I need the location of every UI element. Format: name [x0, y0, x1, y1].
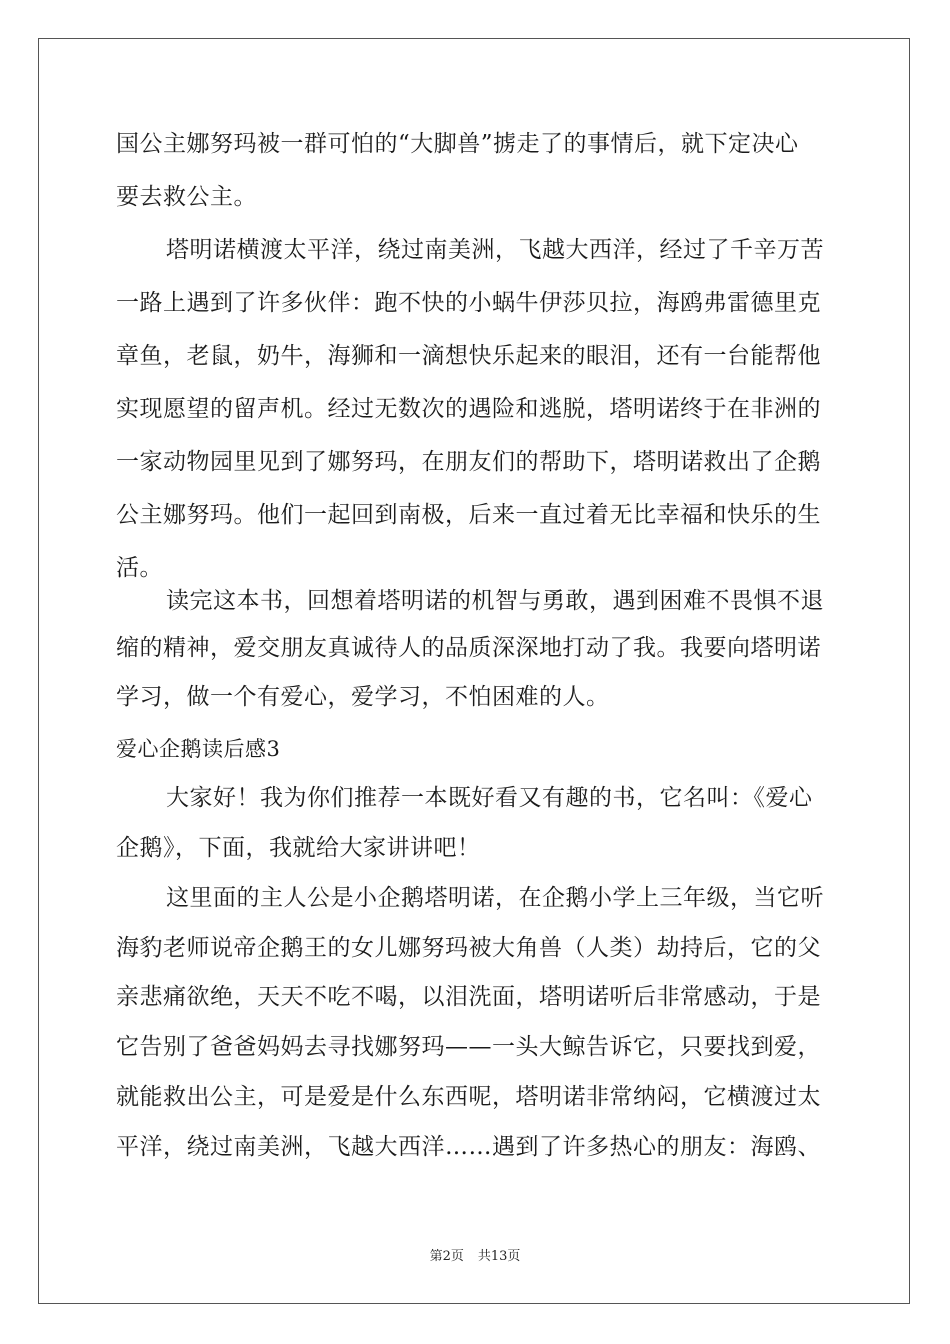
paragraph-line: 就能救出公主，可是爱是什么东西呢，塔明诺非常纳闷，它横渡过太: [116, 1084, 821, 1110]
paragraph-line: 国公主娜努玛被一群可怕的“大脚兽”掳走了的事情后，就下定决心: [116, 131, 799, 157]
paragraph-line: 一家动物园里见到了娜努玛，在朋友们的帮助下，塔明诺救出了企鹅: [116, 449, 821, 475]
paragraph-line: 活。: [116, 555, 163, 581]
paragraph-line: 亲悲痛欲绝，天天不吃不喝，以泪洗面，塔明诺听后非常感动，于是: [116, 984, 821, 1010]
page-footer: [0, 1247, 950, 1267]
paragraph-line: 一路上遇到了许多伙伴：跑不快的小蜗牛伊莎贝拉，海鸥弗雷德里克: [116, 290, 821, 316]
paragraph-line: 大家好！我为你们推荐一本既好看又有趣的书，它名叫：《爱心: [166, 785, 813, 811]
paragraph-line: 读完这本书，回想着塔明诺的机智与勇敢，遇到困难不畏惧不退: [166, 588, 824, 614]
paragraph-line: 实现愿望的留声机。经过无数次的遇险和逃脱，塔明诺终于在非洲的: [116, 396, 821, 422]
paragraph-line: 塔明诺横渡太平洋，绕过南美洲，飞越大西洋，经过了千辛万苦: [166, 237, 824, 263]
paragraph-line: 平洋，绕过南美洲，飞越大西洋……遇到了许多热心的朋友：海鸥、: [116, 1134, 821, 1160]
paragraph-line: 它告别了爸爸妈妈去寻找娜努玛——一头大鲸告诉它，只要找到爱，: [116, 1034, 821, 1060]
paragraph-line: 要去救公主。: [116, 184, 257, 210]
paragraph-line: 海豹老师说帝企鹅王的女儿娜努玛被大角兽（人类）劫持后，它的父: [116, 935, 821, 961]
paragraph-line: 章鱼，老鼠，奶牛，海狮和一滴想快乐起来的眼泪，还有一台能帮他: [116, 343, 821, 369]
paragraph-line: 公主娜努玛。他们一起回到南极，后来一直过着无比幸福和快乐的生: [116, 502, 821, 528]
page-total: 共13页: [477, 1249, 521, 1264]
paragraph-line: 企鹅》，下面，我就给大家讲讲吧！: [116, 835, 481, 861]
paragraph-line: 学习，做一个有爱心，爱学习，不怕困难的人。: [116, 684, 610, 710]
page-number: 第2页: [429, 1249, 464, 1264]
paragraph-line: 这里面的主人公是小企鹅塔明诺，在企鹅小学上三年级，当它听: [166, 885, 824, 911]
paragraph-line: 缩的精神，爱交朋友真诚待人的品质深深地打动了我。我要向塔明诺: [116, 635, 821, 661]
section-title: 爱心企鹅读后感3: [116, 737, 281, 761]
